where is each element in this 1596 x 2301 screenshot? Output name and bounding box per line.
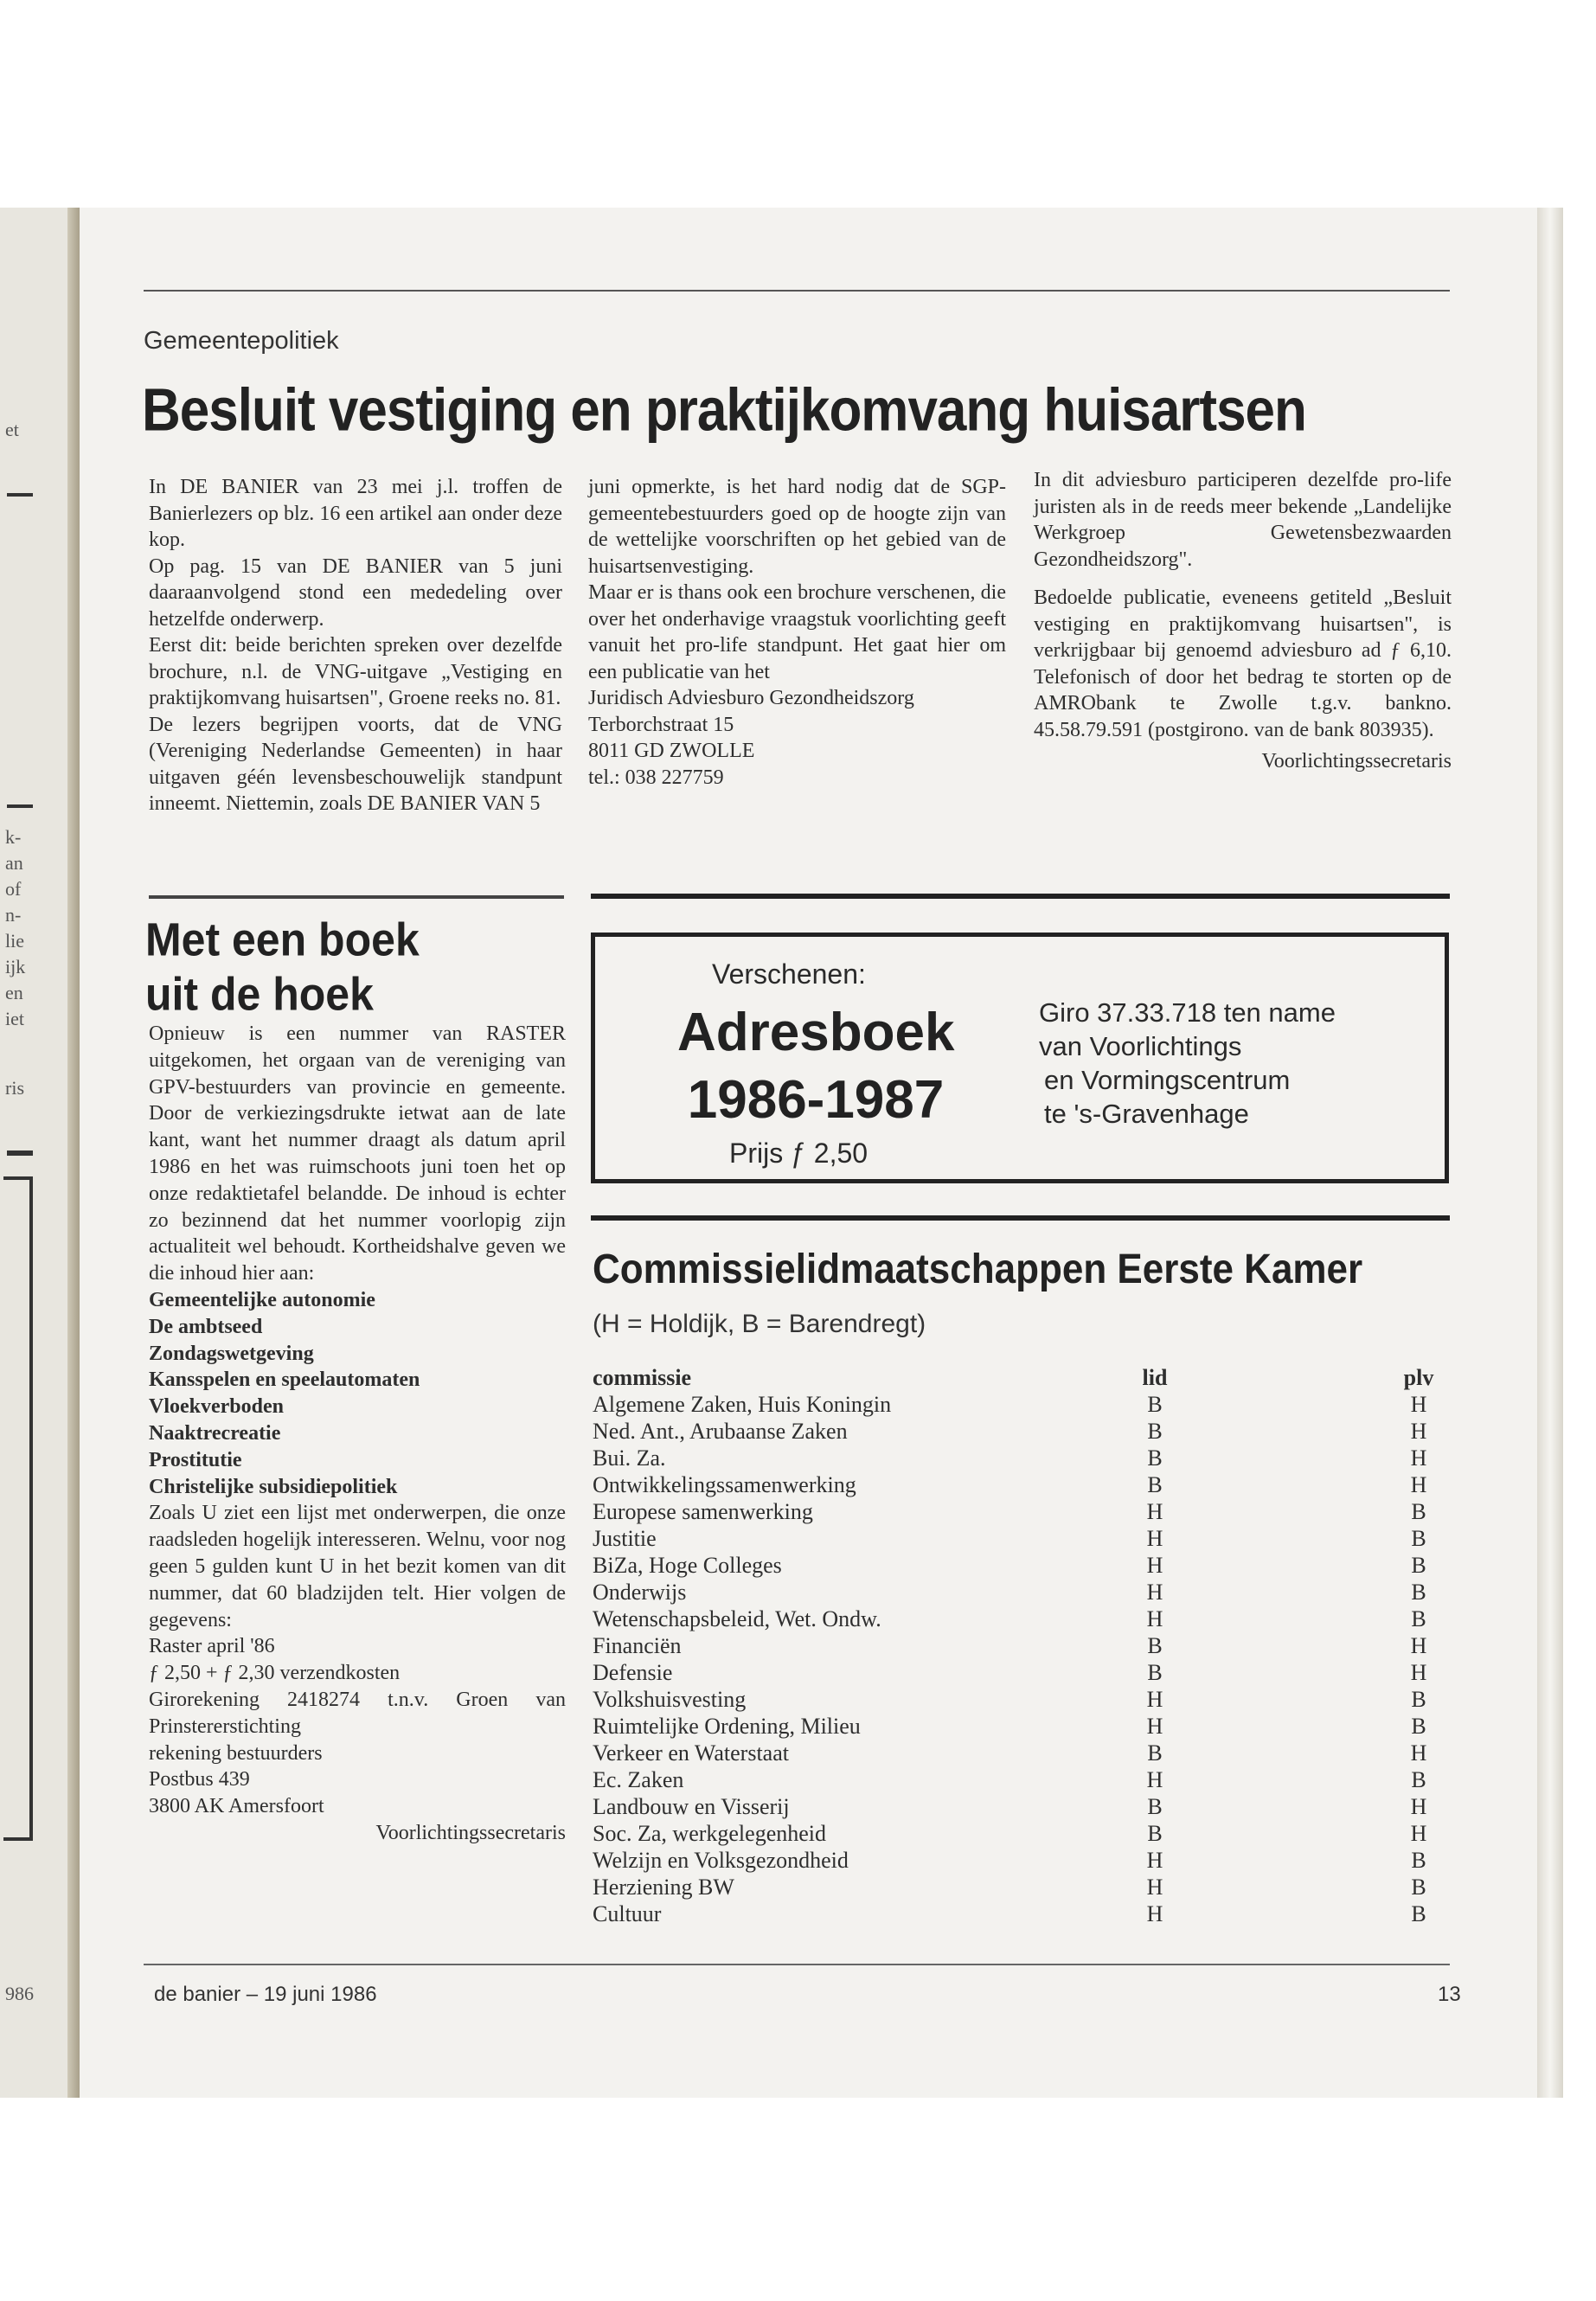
- topic: De ambtseed: [149, 1315, 263, 1338]
- address-line: 8011 GD ZWOLLE: [588, 740, 755, 762]
- section-rule: [149, 895, 564, 899]
- commissie-name: Justitie: [593, 1526, 657, 1551]
- lid-value: H: [1146, 1714, 1163, 1739]
- spacer: [1189, 1874, 1388, 1900]
- paragraph: Maar er is thans ook een brochure verschenen, die over het onderhavige vraagstuk voorlichting geeft vanuit het pro-life standpunt. Het gaat hier om een publicatie van het: [588, 581, 1006, 683]
- table-row: [593, 1766, 1449, 1793]
- address-line: Terborchstraat 15: [588, 713, 734, 736]
- lid-value: H: [1146, 1848, 1163, 1873]
- table-row: [593, 1471, 1449, 1498]
- paragraph: juni opmerkte, is het hard nodig dat de SGP-gemeentebestuurders goed op de hoogte zijn van de wettelijke voorschriften op het gebied van de huisartsenvestiging.: [588, 476, 1006, 578]
- boek-body: [149, 1021, 566, 1847]
- commissie-subtitle: (H = Holdijk, B = Barendregt): [593, 1310, 926, 1338]
- spacer: [1189, 1847, 1388, 1874]
- topic: Vloekverboden: [149, 1395, 284, 1419]
- lid-value: H: [1146, 1875, 1163, 1900]
- plv-value: B: [1411, 1499, 1426, 1524]
- margin-rule: [7, 1150, 33, 1156]
- spacer: [1189, 1418, 1388, 1445]
- margin-fragment: an: [5, 852, 23, 874]
- binding-edge: [67, 208, 80, 2098]
- giro-line: van Voorlichtings: [1039, 1031, 1242, 1061]
- margin-fragment: k-: [5, 826, 22, 848]
- table-row: [593, 1713, 1449, 1740]
- detail-line: rekening bestuurders: [149, 1741, 323, 1765]
- signature: Voorlichtingssecretaris: [375, 1821, 566, 1844]
- margin-fragment: ijk: [5, 956, 26, 977]
- ad-title: [677, 999, 954, 1134]
- commissie-name: Verkeer en Waterstaat: [593, 1740, 789, 1766]
- margin-fragment: et: [5, 419, 19, 440]
- spacer: [1189, 1391, 1388, 1418]
- margin-rule: [7, 493, 33, 497]
- spacer: [1189, 1740, 1388, 1766]
- spacer: [1189, 1766, 1388, 1793]
- giro-line: Giro 37.33.718 ten name: [1039, 997, 1336, 1028]
- plv-value: B: [1411, 1875, 1426, 1900]
- header-commissie: commissie: [593, 1365, 692, 1390]
- article-column-2: [588, 474, 1006, 791]
- header-lid: lid: [1142, 1365, 1168, 1390]
- commissie-name: Financiën: [593, 1633, 682, 1658]
- page-edge: [1537, 208, 1563, 2098]
- topic: Gemeentelijke autonomie: [149, 1288, 375, 1311]
- plv-value: B: [1411, 1848, 1426, 1873]
- plv-value: B: [1411, 1901, 1426, 1926]
- section-rule: [591, 894, 1450, 899]
- plv-value: B: [1411, 1553, 1426, 1578]
- spacer: [1189, 1793, 1388, 1820]
- margin-fragment: lie: [5, 930, 24, 952]
- table-row: [593, 1606, 1449, 1632]
- lid-value: H: [1146, 1606, 1163, 1631]
- topic: Kansspelen en speelautomaten: [149, 1368, 420, 1392]
- plv-value: B: [1411, 1714, 1426, 1739]
- article-column-3: [1034, 467, 1452, 775]
- plv-value: H: [1410, 1633, 1427, 1658]
- paragraph: De lezers begrijpen voorts, dat de VNG (Vereniging Nederlandse Gemeenten) in haar uitgaven géén levensbeschouwelijk standpunt inneemt. Niettemin, zoals DE BANIER VAN 5: [149, 713, 562, 815]
- footer-publication: de banier – 19 juni 1986: [154, 1983, 377, 2006]
- table-row: [593, 1525, 1449, 1552]
- topic: Prostitutie: [149, 1448, 242, 1471]
- plv-value: H: [1410, 1660, 1427, 1685]
- plv-value: H: [1410, 1740, 1427, 1766]
- spacer: [1189, 1686, 1388, 1713]
- topic: Naaktrecreatie: [149, 1421, 281, 1445]
- table-header-row: [593, 1364, 1449, 1391]
- paragraph: In dit adviesburo participeren dezelfde pro-life juristen als in de reeds meer bekende „Landelijke Werkgroep Gewetensbezwaarden Gezondheidszorg".: [1034, 469, 1452, 571]
- ad-title-line: Adresboek: [677, 1003, 955, 1062]
- spacer: [1189, 1552, 1388, 1579]
- address-line: tel.: 038 227759: [588, 766, 724, 789]
- commissie-name: Cultuur: [593, 1901, 662, 1926]
- margin-rule: [7, 804, 33, 808]
- table-row: [593, 1579, 1449, 1606]
- giro-line: te 's-Gravenhage: [1044, 1099, 1249, 1129]
- table-row: [593, 1552, 1449, 1579]
- spacer: [1189, 1900, 1388, 1927]
- spacer: [1189, 1445, 1388, 1471]
- commissie-name: Algemene Zaken, Huis Koningin: [593, 1392, 892, 1417]
- commissie-name: Welzijn en Volksgezondheid: [593, 1848, 849, 1873]
- detail-line: ƒ 2,50 + ƒ 2,30 verzendkosten: [149, 1662, 401, 1685]
- lid-value: B: [1147, 1419, 1163, 1444]
- table-row: [593, 1820, 1449, 1847]
- plv-value: B: [1411, 1580, 1426, 1605]
- table-row: [593, 1418, 1449, 1445]
- commissie-name: Onderwijs: [593, 1580, 687, 1605]
- spacer: [1189, 1579, 1388, 1606]
- boek-title: [145, 913, 420, 1021]
- table-row: [593, 1659, 1449, 1686]
- commissie-table: [593, 1364, 1449, 1927]
- paragraph: Bedoelde publicatie, eveneens getiteld „Besluit vestiging en praktijkomvang huisartsen", is verkrijgbaar bij genoemd adviesburo ad ƒ 6,10. Telefonisch of door het bedrag te storten op de AMRObank te Zwolle t.g.v. bankno. 45.58.79.591 (postgirono. van de bank 803935).: [1034, 586, 1452, 741]
- table-row: [593, 1445, 1449, 1471]
- detail-line: Postbus 439: [149, 1768, 250, 1791]
- spacer: [1189, 1471, 1388, 1498]
- detail-line: Raster april '86: [149, 1635, 275, 1658]
- paragraph: Op pag. 15 van DE BANIER van 5 juni daaraanvolgend stond een mededeling over hetzelfde onderwerp.: [149, 554, 562, 631]
- commissie-name: Defensie: [593, 1660, 673, 1685]
- section-rule: [591, 1215, 1450, 1221]
- commissie-name: BiZa, Hoge Colleges: [593, 1553, 782, 1578]
- table-row: [593, 1740, 1449, 1766]
- giro-line: en Vormingscentrum: [1044, 1065, 1291, 1095]
- ad-label: Verschenen:: [712, 958, 866, 990]
- section-label: Gemeentepolitiek: [144, 327, 339, 355]
- lid-value: B: [1147, 1794, 1163, 1819]
- margin-fragment: of: [5, 878, 22, 900]
- plv-value: H: [1410, 1821, 1427, 1846]
- signature: Voorlichtingssecretaris: [1261, 750, 1452, 772]
- commissie-rows: [593, 1391, 1449, 1927]
- spacer: [1189, 1525, 1388, 1552]
- ad-giro: [1039, 996, 1336, 1131]
- detail-line: 3800 AK Amersfoort: [149, 1795, 324, 1818]
- table-row: [593, 1632, 1449, 1659]
- top-rule: [144, 290, 1450, 292]
- commissie-title: Commissielidmaatschappen Eerste Kamer: [593, 1246, 1363, 1292]
- table-row: [593, 1498, 1449, 1525]
- plv-value: H: [1410, 1392, 1427, 1417]
- commissie-name: Bui. Za.: [593, 1445, 666, 1471]
- lid-value: H: [1146, 1767, 1163, 1792]
- lid-value: B: [1147, 1392, 1163, 1417]
- commissie-name: Europese samenwerking: [593, 1499, 813, 1524]
- margin-fragment: n-: [5, 904, 22, 926]
- margin-fragment: iet: [5, 1008, 24, 1029]
- table-row: [593, 1900, 1449, 1927]
- spacer: [1189, 1659, 1388, 1686]
- plv-value: B: [1411, 1687, 1426, 1712]
- lid-value: H: [1146, 1526, 1163, 1551]
- spacer: [1189, 1632, 1388, 1659]
- margin-box-fragment: [3, 1176, 33, 1841]
- topic: Zondagswetgeving: [149, 1342, 314, 1365]
- plv-value: H: [1410, 1794, 1427, 1819]
- page-number: 13: [1438, 1983, 1461, 2006]
- commissie-name: Ned. Ant., Arubaanse Zaken: [593, 1419, 848, 1444]
- margin-fragment: en: [5, 982, 23, 1003]
- lid-value: B: [1147, 1740, 1163, 1766]
- ad-title-line: 1986-1987: [687, 1070, 945, 1130]
- plv-value: H: [1410, 1472, 1427, 1497]
- plv-value: H: [1410, 1419, 1427, 1444]
- spacer: [1189, 1820, 1388, 1847]
- paragraph: Opnieuw is een nummer van RASTER uitgekomen, het orgaan van de vereniging van GPV-bestuurders van provincie en gemeente. Door de verkiezingsdrukte ietwat aan de late kant, want het nummer draagt als datum april 1986 en het was ruimschoots juni toen het op onze redaktietafel belandde. De inhoud is echter zo bezinnend dat het nummer voorlopig zijn actualiteit wel behoudt. Kortheidshalve geven we die inhoud hier aan:: [149, 1022, 566, 1285]
- footer-rule: [144, 1964, 1450, 1965]
- spacer: [1189, 1364, 1388, 1391]
- boek-title-line: Met een boek: [145, 913, 420, 966]
- adresboek-ad: [591, 933, 1449, 1183]
- lid-value: H: [1146, 1687, 1163, 1712]
- lid-value: H: [1146, 1553, 1163, 1578]
- article-column-1: [149, 474, 562, 817]
- plv-value: B: [1411, 1526, 1426, 1551]
- plv-value: H: [1410, 1445, 1427, 1471]
- table-row: [593, 1793, 1449, 1820]
- commissie-name: Ec. Zaken: [593, 1767, 684, 1792]
- spacer: [1189, 1713, 1388, 1740]
- article-title: Besluit vestiging en praktijkomvang huisartsen: [142, 377, 1306, 445]
- commissie-name: Landbouw en Visserij: [593, 1794, 790, 1819]
- boek-title-line: uit de hoek: [145, 967, 374, 1021]
- lid-value: B: [1147, 1633, 1163, 1658]
- address-line: Juridisch Adviesburo Gezondheidszorg: [588, 687, 914, 709]
- commissie-name: Ontwikkelingssamenwerking: [593, 1472, 856, 1497]
- plv-value: B: [1411, 1767, 1426, 1792]
- lid-value: B: [1147, 1821, 1163, 1846]
- lid-value: H: [1146, 1901, 1163, 1926]
- commissie-name: Herziening BW: [593, 1875, 734, 1900]
- lid-value: B: [1147, 1445, 1163, 1471]
- lid-value: H: [1146, 1499, 1163, 1524]
- paragraph: Zoals U ziet een lijst met onderwerpen, die onze raadsleden hogelijk interesseren. Welnu, voor nog geen 5 gulden kunt U in het bezit komen van dit nummer, dat 60 bladzijden telt. Hier volgen de gegevens:: [149, 1502, 566, 1631]
- ad-price: Prijs ƒ 2,50: [729, 1138, 869, 1169]
- commissie-name: Ruimtelijke Ordening, Milieu: [593, 1714, 861, 1739]
- table-row: [593, 1391, 1449, 1418]
- table-row: [593, 1847, 1449, 1874]
- commissie-name: Soc. Za, werkgelegenheid: [593, 1821, 827, 1846]
- topic: Christelijke subsidiepolitiek: [149, 1475, 398, 1498]
- commissie-name: Volkshuisvesting: [593, 1687, 747, 1712]
- plv-value: B: [1411, 1606, 1426, 1631]
- spacer: [1189, 1606, 1388, 1632]
- paragraph: In DE BANIER van 23 mei j.l. troffen de Banierlezers op blz. 16 een artikel aan onder deze kop.: [149, 476, 562, 551]
- commissie-name: Wetenschapsbeleid, Wet. Ondw.: [593, 1606, 881, 1631]
- paragraph: Eerst dit: beide berichten spreken over dezelfde brochure, n.l. de VNG-uitgave „Vestiging en praktijkomvang huisartsen", Groene reeks no. 81.: [149, 634, 562, 709]
- table-row: [593, 1686, 1449, 1713]
- lid-value: B: [1147, 1472, 1163, 1497]
- margin-fragment: 986: [5, 1983, 34, 2004]
- margin-fragment: ris: [5, 1077, 24, 1099]
- table-row: [593, 1874, 1449, 1900]
- lid-value: B: [1147, 1660, 1163, 1685]
- header-plv: plv: [1403, 1365, 1434, 1390]
- detail-line: Girorekening 2418274 t.n.v. Groen van Prinstererstichting: [149, 1688, 566, 1738]
- spacer: [1189, 1498, 1388, 1525]
- lid-value: H: [1146, 1580, 1163, 1605]
